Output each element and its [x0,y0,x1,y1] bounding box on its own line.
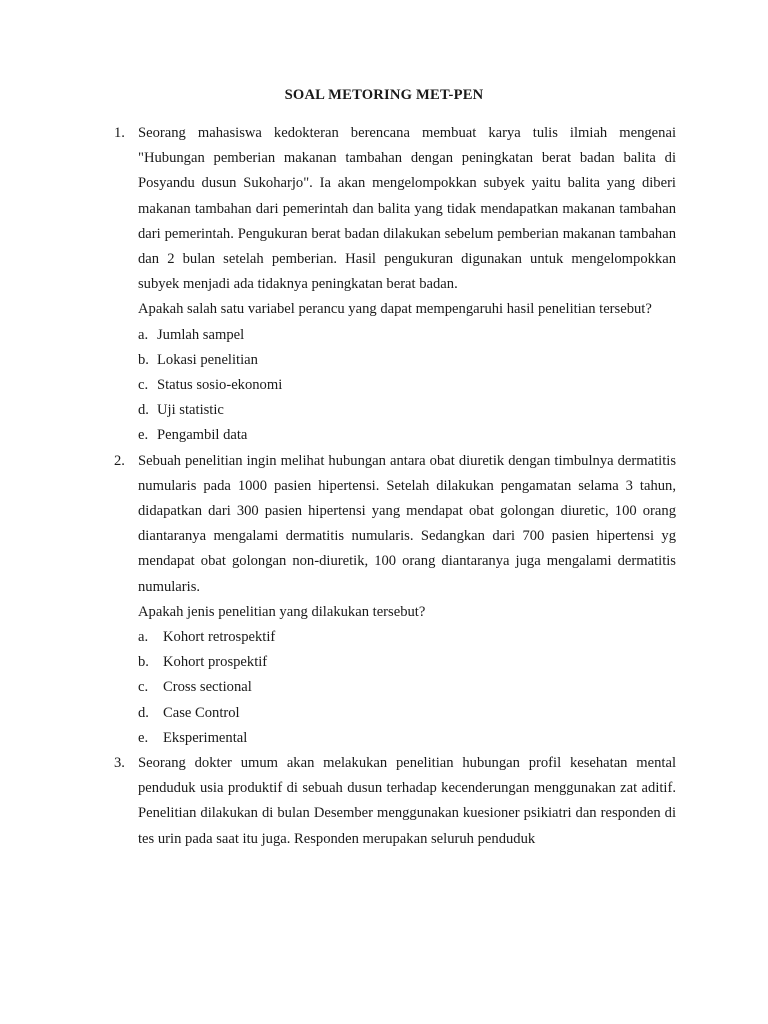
answer-option-d [138,398,676,423]
option-label: c. [138,377,149,394]
answer-option-a [138,323,676,348]
answer-option-c [138,373,676,398]
option-label: b. [138,351,149,368]
question-stem: Seorang mahasiswa kedokteran berencana membuat karya tulis ilmiah mengenai "Hubungan pemberian makanan tambahan dengan peningkatan berat badan balita di Posyandu dusun Sukoharjo". Ia akan mengelompokkan subyek yaitu balita yang diberi makanan tambahan dari pemerintah dan balita yang tidak mendapatkan makanan tambahan dari pemerintah. Pengukuran berat badan dilakukan sebelum pemberian makanan tambahan dan 2 bulan setelah pemberian. Hasil pengukuran digunakan untuk mengelompokkan subyek menjadi ada tidaknya peningkatan berat badan. [138,125,676,293]
question-stem: Seorang dokter umum akan melakukan penelitian hubungan profil kesehatan mental penduduk usia produktif di sebuah dusun terhadap kecenderungan menggunakan zat aditif. Penelitian dilakukan di bulan Desember menggunakan kuesioner psikiatri dan responden di tes urin pada saat itu juga. Responden merupakan seluruh penduduk [138,755,676,847]
answer-option-e [138,726,676,751]
option-label: e. [138,427,149,444]
option-label: e. [138,729,149,746]
answer-option-a [138,625,676,650]
question-list [114,121,676,852]
answer-option-b [138,348,676,373]
option-text: Eksperimental [163,729,248,746]
option-label: a. [138,629,149,646]
question-1 [114,121,676,449]
option-text: Cross sectional [163,679,252,696]
question-number: 3. [114,755,125,772]
answer-option-c [138,675,676,700]
option-label: a. [138,326,149,343]
option-text: Kohort retrospektif [163,629,276,646]
option-text: Jumlah sampel [157,326,245,343]
option-text: Lokasi penelitian [157,351,258,368]
option-label: c. [138,679,149,696]
option-text: Kohort prospektif [163,654,268,671]
option-label: d. [138,704,149,721]
answer-options [138,625,676,751]
answer-option-b [138,650,676,675]
option-label: b. [138,654,149,671]
option-text: Uji statistic [157,402,224,419]
question-number: 2. [114,452,125,469]
answer-options [138,323,676,449]
option-text: Pengambil data [157,427,248,444]
question-number: 1. [114,125,125,141]
question-prompt: Apakah jenis penelitian yang dilakukan tersebut? [138,603,426,620]
answer-option-e [138,423,676,448]
question-prompt: Apakah salah satu variabel perancu yang dapat mempengaruhi hasil penelitian tersebut? [138,301,652,318]
option-text: Status sosio-ekonomi [157,377,283,394]
question-2 [114,449,676,751]
option-label: d. [138,402,149,419]
option-text: Case Control [163,704,240,721]
answer-option-d [138,701,676,726]
question-stem: Sebuah penelitian ingin melihat hubungan antara obat diuretik dengan timbulnya dermatitis numularis pada 1000 pasien hipertensi. Setelah dilakukan pengamatan selama 3 tahun, didapatkan dari 300 pasien hipertensi yang mendapat obat golongan diuretic, 100 orang diantaranya mengalami dermatitis numularis. Sedangkan dari 700 pasien hipertensi yg mendapat obat golongan non-diuretik, 100 orang diantaranya juga mengalami dermatitis numularis. [138,452,676,595]
document-title: SOAL METORING MET-PEN [284,87,484,103]
question-3 [114,751,676,852]
